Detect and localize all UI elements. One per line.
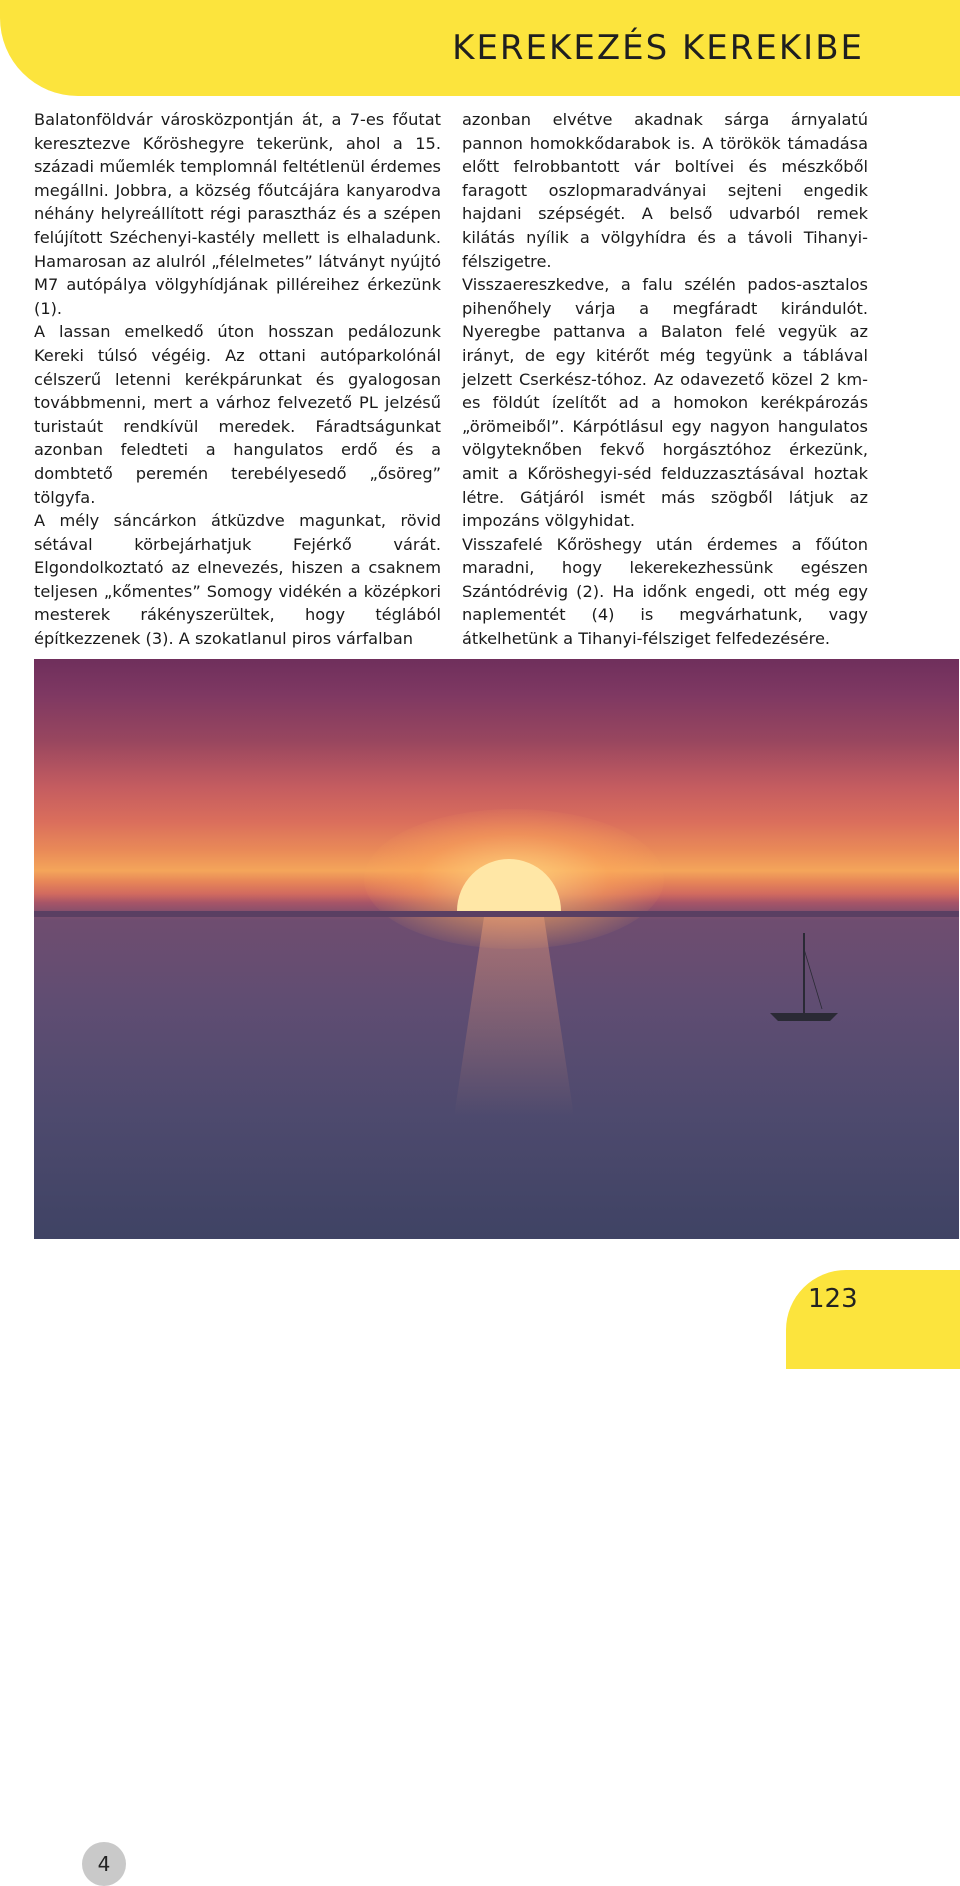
paragraph: azonban elvétve akadnak sárga árnyalatú pannon homokkődarabok is. A törökök támadása előtt felrobbantott vár boltívei és mészkőből faragott oszlopmaradványai sejteni engedik hajdani szépségét. A belső udvarból remek kilátás nyílik a völgyhídra és a távoli Tihanyi-félszigetre. <box>462 110 868 271</box>
page-title: KEREKEZÉS KEREKIBE <box>452 28 864 68</box>
left-column <box>34 108 441 651</box>
sailboat-icon <box>764 929 844 1029</box>
horizon-line <box>34 911 959 917</box>
page-number: 123 <box>808 1284 858 1314</box>
paragraph: A mély sáncárkon átküzdve magunkat, rövid sétával körbejárhatjuk Fejérkő várát. Elgondolkoztató az elnevezés, hiszen a csaknem teljesen „kőmentes” Somogy vidékén a középkori mesterek rákényszerültek, hogy téglából építkezzenek (3). A szokatlanul piros várfalban <box>34 511 441 649</box>
paragraph: A lassan emelkedő úton hosszan pedálozunk Kereki túlsó végéig. Az ottani autóparkolónál célszerű letenni kerékpárunkat és gyalogosan továbbmenni, mert a várhoz felvezető PL jelzésű turistaút rendkívül meredek. Fáradtságunkat azonban feledteti a hangulatos erdő és a dombtető peremén terebélyesedő „ősöreg” tölgyfa. <box>34 322 441 507</box>
paragraph: Visszafelé Kőröshegy után érdemes a főúton maradni, hogy lekerekezhessünk egészen Szántódrévig (2). Ha időnk engedi, ott még egy naplementét (4) is megvárhatunk, vagy átkelhetünk a Tihanyi-félsziget felfedezésére. <box>462 534 868 649</box>
photo-label-badge: 4 <box>82 1842 126 1886</box>
right-column <box>462 108 868 651</box>
paragraph: Balatonföldvár városközpontján át, a 7-es főutat keresztezve Kőröshegyre tekerünk, ahol a 15. századi műemlék templomnál feltétlenül érdemes megállni. Jobbra, a község főutcájára kanyarodva néhány helyreállított régi parasztház és a szépen felújított Széchenyi-kastély mellett is elhaladunk. Hamarosan az alulról „félelmetes” látványt nyújtó M7 autópálya völgyhídjának pilléreihez érkezünk (1). <box>34 110 441 318</box>
paragraph: Visszaereszkedve, a falu szélén pados-asztalos pihenőhely várja a megfáradt kirándulót. Nyeregbe pattanva a Balaton felé vegyük az irányt, de egy kitérőt még tegyünk a táblával jelzett Cserkész-tóhoz. Az odavezető közel 2 km-es földút ízelítőt ad a homokon kerékpározás „örömeiből”. Kárpótlásul egy nagyon hangulatos völgyteknőben fekvő horgásztóhoz érkezünk, amit a Kőröshegyi-séd felduzzasztásával hoztak létre. Gátjáról ismét más szögből látjuk az impozáns völgyhidat. <box>462 275 868 531</box>
sun-reflection <box>414 917 614 1117</box>
